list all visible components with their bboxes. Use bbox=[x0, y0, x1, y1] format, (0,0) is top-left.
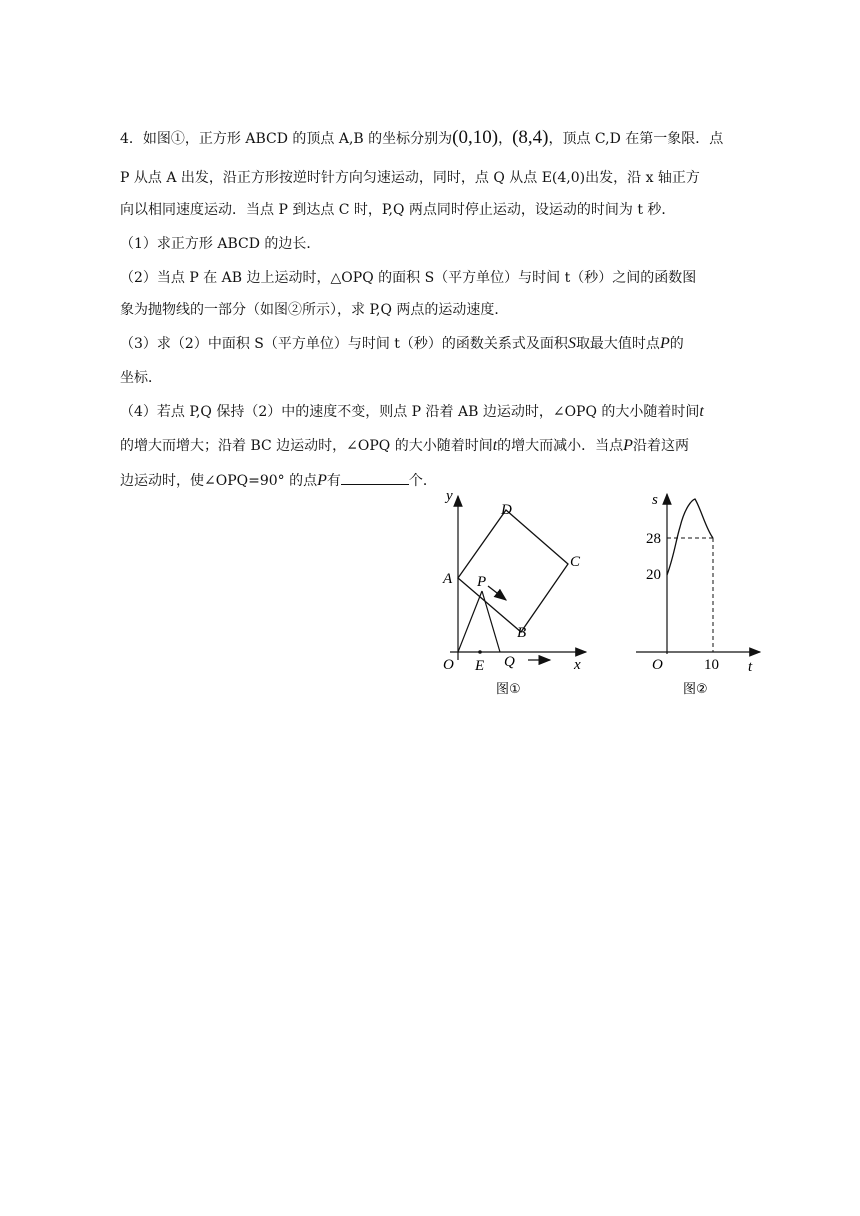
label-q: Q bbox=[504, 654, 515, 670]
question-4-text-f: 有 bbox=[326, 473, 341, 489]
label-b: B bbox=[517, 625, 527, 641]
coord-comma: ， bbox=[498, 131, 513, 147]
coord-a: (0,10) bbox=[452, 127, 499, 148]
question-4-text-a: （4）若点 P,Q 保持（2）中的速度不变，则点 P 沿着 AB 边运动时，∠OPQ 的大小随着时间 bbox=[120, 404, 700, 420]
problem-text-1a: 如图①，正方形 ABCD 的顶点 A,B 的坐标分别为 bbox=[142, 131, 453, 147]
question-4-text-d: 沿着这两 bbox=[632, 438, 689, 454]
square-abcd bbox=[458, 510, 568, 632]
question-3-line-1 bbox=[120, 334, 684, 354]
var-P: P bbox=[659, 335, 670, 352]
var-t: t bbox=[492, 437, 498, 454]
parabola-curve bbox=[667, 499, 713, 575]
var-P: P bbox=[317, 472, 327, 489]
problem-line-2: P 从点 A 出发，沿正方形按逆时针方向匀速运动，同时，点 Q 从点 E(4,0)出发，沿 x 轴正方 bbox=[120, 170, 700, 186]
segment-pq bbox=[482, 591, 500, 652]
question-3-text-a: （3）求（2）中面积 S（平方单位）与时间 t（秒）的函数关系式及面积 bbox=[120, 336, 568, 352]
label-d: D bbox=[501, 502, 512, 518]
question-4-text-e: 边运动时，使∠OPQ=90° 的点 bbox=[120, 473, 318, 489]
var-P: P bbox=[623, 437, 633, 454]
figure-1-caption: 图① bbox=[496, 682, 521, 697]
label-p: P bbox=[477, 574, 487, 590]
question-3-line-2: 坐标． bbox=[120, 370, 162, 386]
point-e-dot bbox=[478, 650, 482, 654]
label-a: A bbox=[443, 571, 453, 587]
label-s: s bbox=[652, 492, 658, 508]
question-4-text-g: 个． bbox=[408, 473, 437, 489]
figure-1 bbox=[430, 482, 610, 712]
tick-20: 20 bbox=[646, 567, 661, 583]
problem-line-1 bbox=[120, 128, 723, 149]
question-4-line-1 bbox=[120, 402, 704, 422]
problem-line-3: 向以相同速度运动．当点 P 到达点 C 时，P,Q 两点同时停止运动，设运动的时间为 t 秒． bbox=[120, 202, 676, 218]
tick-10: 10 bbox=[704, 657, 719, 673]
figure-2 bbox=[630, 482, 780, 712]
var-t: t bbox=[699, 403, 704, 420]
problem-text-1b: ，顶点 C,D 在第一象限．点 bbox=[548, 131, 724, 147]
problem-number: 4． bbox=[120, 131, 143, 147]
question-4-text-b: 的增大而增大；沿着 BC 边运动时，∠OPQ 的大小随着时间 bbox=[120, 438, 493, 454]
question-4-line-3 bbox=[120, 470, 437, 491]
label-t: t bbox=[748, 659, 753, 675]
p-motion-arrow bbox=[488, 586, 506, 600]
figure-2-caption: 图② bbox=[683, 682, 708, 697]
question-1: （1）求正方形 ABCD 的边长． bbox=[120, 236, 321, 252]
label-y: y bbox=[446, 488, 453, 504]
question-2-line-2: 象为抛物线的一部分（如图②所示），求 P,Q 两点的运动速度． bbox=[120, 302, 509, 318]
label-o: O bbox=[443, 657, 454, 673]
question-4-line-2 bbox=[120, 436, 689, 456]
label-c: C bbox=[570, 554, 581, 570]
tick-28: 28 bbox=[646, 531, 661, 547]
question-3-text-b: 取最大值时点 bbox=[575, 336, 660, 352]
label-x: x bbox=[574, 657, 581, 673]
coord-b: (8,4) bbox=[512, 127, 549, 148]
question-2-line-1: （2）当点 P 在 AB 边上运动时，△OPQ 的面积 S（平方单位）与时间 t（秒）之间的函数图 bbox=[120, 270, 697, 286]
answer-blank[interactable] bbox=[341, 470, 409, 485]
label-o: O bbox=[652, 657, 663, 673]
question-4-text-c: 的增大而减小．当点 bbox=[497, 438, 624, 454]
segment-op bbox=[458, 591, 482, 652]
question-3-text-c: 的 bbox=[669, 336, 684, 352]
label-e: E bbox=[475, 658, 485, 674]
var-S: S bbox=[567, 335, 576, 352]
